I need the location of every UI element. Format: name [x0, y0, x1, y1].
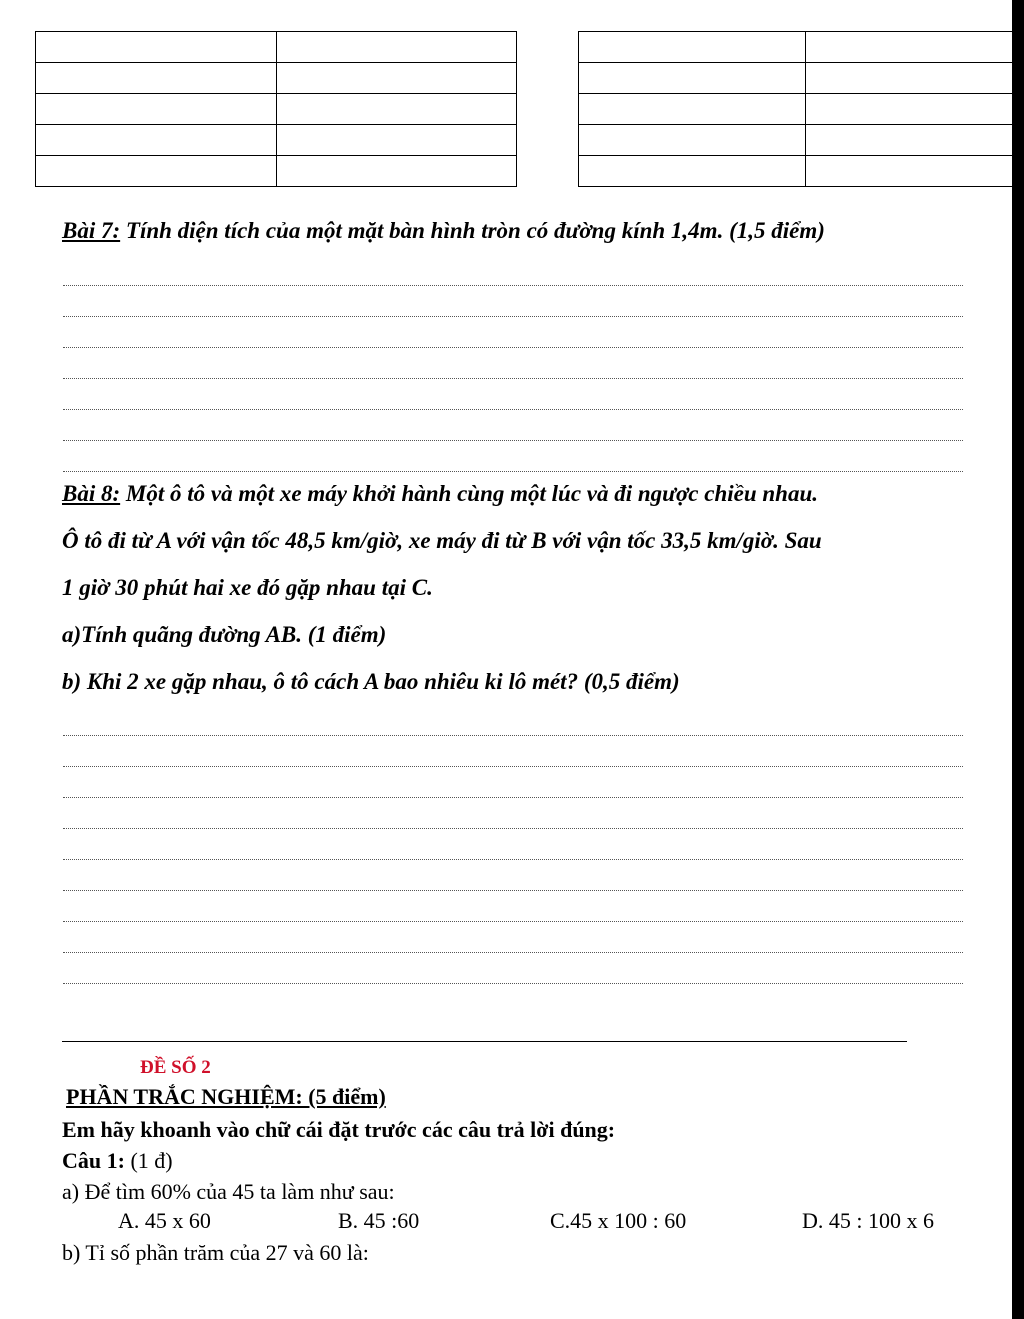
- table-cell: [579, 94, 806, 125]
- option-a[interactable]: A. 45 x 60: [118, 1208, 211, 1233]
- table-cell: [579, 156, 806, 187]
- answer-line: [63, 859, 963, 860]
- table-cell: [276, 94, 517, 125]
- answer-line: [63, 797, 963, 798]
- instruction-text: Em hãy khoanh vào chữ cái đặt trước các câu trả lời đúng:: [62, 1117, 616, 1142]
- table-row: [36, 94, 517, 125]
- answer-line: [63, 828, 963, 829]
- table-cell: [579, 32, 806, 63]
- section-heading: PHẦN TRẮC NGHIỆM: (5 điểm): [66, 1084, 386, 1109]
- table-cell: [36, 32, 277, 63]
- bai8-label: Bài 8:: [62, 481, 121, 506]
- bai7-question: [62, 218, 825, 244]
- answer-line: [63, 409, 963, 410]
- answer-line: [63, 378, 963, 379]
- table-row: [36, 32, 517, 63]
- table-cell: [36, 125, 277, 156]
- bai8-line3: 1 giờ 30 phút hai xe đó gặp nhau tại C.: [62, 575, 433, 600]
- cau1-label: Câu 1:: [62, 1148, 125, 1173]
- option-c[interactable]: C.45 x 100 : 60: [550, 1208, 687, 1233]
- bai7-label: Bài 7:: [62, 218, 121, 243]
- bai8-part-a: a)Tính quãng đường AB. (1 điểm): [62, 622, 387, 647]
- answer-line: [63, 316, 963, 317]
- exam-number-title: ĐỀ SỐ 2: [140, 1057, 211, 1078]
- bai8-line2: Ô tô đi từ A với vận tốc 48,5 km/giờ, xe máy đi từ B với vận tốc 33,5 km/giờ. Sau: [62, 528, 822, 553]
- cau1-part-a: a) Để tìm 60% của 45 ta làm như sau:: [62, 1179, 395, 1204]
- bai8-part-b: b) Khi 2 xe gặp nhau, ô tô cách A bao nhiêu ki lô mét? (0,5 điểm): [62, 669, 680, 694]
- answer-line: [63, 347, 963, 348]
- table-row: [579, 156, 1014, 187]
- bai7-text: Tính diện tích của một mặt bàn hình tròn có đường kính 1,4m. (1,5 điểm): [120, 218, 825, 243]
- table-row: [36, 156, 517, 187]
- answer-line: [63, 983, 963, 984]
- table-cell: [806, 156, 1014, 187]
- table-cell: [806, 63, 1014, 94]
- table-row: [579, 125, 1014, 156]
- answer-line: [63, 952, 963, 953]
- cau1-part-b: b) Tỉ số phần trăm của 27 và 60 là:: [62, 1240, 369, 1265]
- table-cell: [276, 125, 517, 156]
- answer-line: [63, 735, 963, 736]
- table-cell: [36, 94, 277, 125]
- option-b[interactable]: B. 45 :60: [338, 1208, 420, 1233]
- answer-grid-right: [578, 31, 1014, 187]
- table-row: [579, 94, 1014, 125]
- cau1-points: (1 đ): [124, 1148, 173, 1173]
- table-cell: [36, 156, 277, 187]
- table-cell: [276, 63, 517, 94]
- answer-grid-left: [35, 31, 517, 187]
- page-edge: [1012, 0, 1024, 1319]
- answer-line: [63, 890, 963, 891]
- table-row: [36, 63, 517, 94]
- answer-line: [63, 440, 963, 441]
- table-cell: [806, 94, 1014, 125]
- option-d[interactable]: D. 45 : 100 x 6: [802, 1208, 934, 1233]
- table-cell: [579, 63, 806, 94]
- table-cell: [806, 32, 1014, 63]
- table-cell: [36, 63, 277, 94]
- section-divider: [62, 1041, 907, 1042]
- table-cell: [276, 32, 517, 63]
- bai8-text-1: Một ô tô và một xe máy khởi hành cùng một lúc và đi ngược chiều nhau.: [120, 481, 819, 506]
- table-row: [579, 63, 1014, 94]
- table-row: [579, 32, 1014, 63]
- answer-line: [63, 285, 963, 286]
- table-cell: [806, 125, 1014, 156]
- answer-line: [63, 921, 963, 922]
- bai8-line1: [62, 481, 818, 507]
- table-cell: [579, 125, 806, 156]
- answer-line: [63, 471, 963, 472]
- cau1-heading: [62, 1148, 173, 1174]
- table-row: [36, 125, 517, 156]
- answer-line: [63, 766, 963, 767]
- table-cell: [276, 156, 517, 187]
